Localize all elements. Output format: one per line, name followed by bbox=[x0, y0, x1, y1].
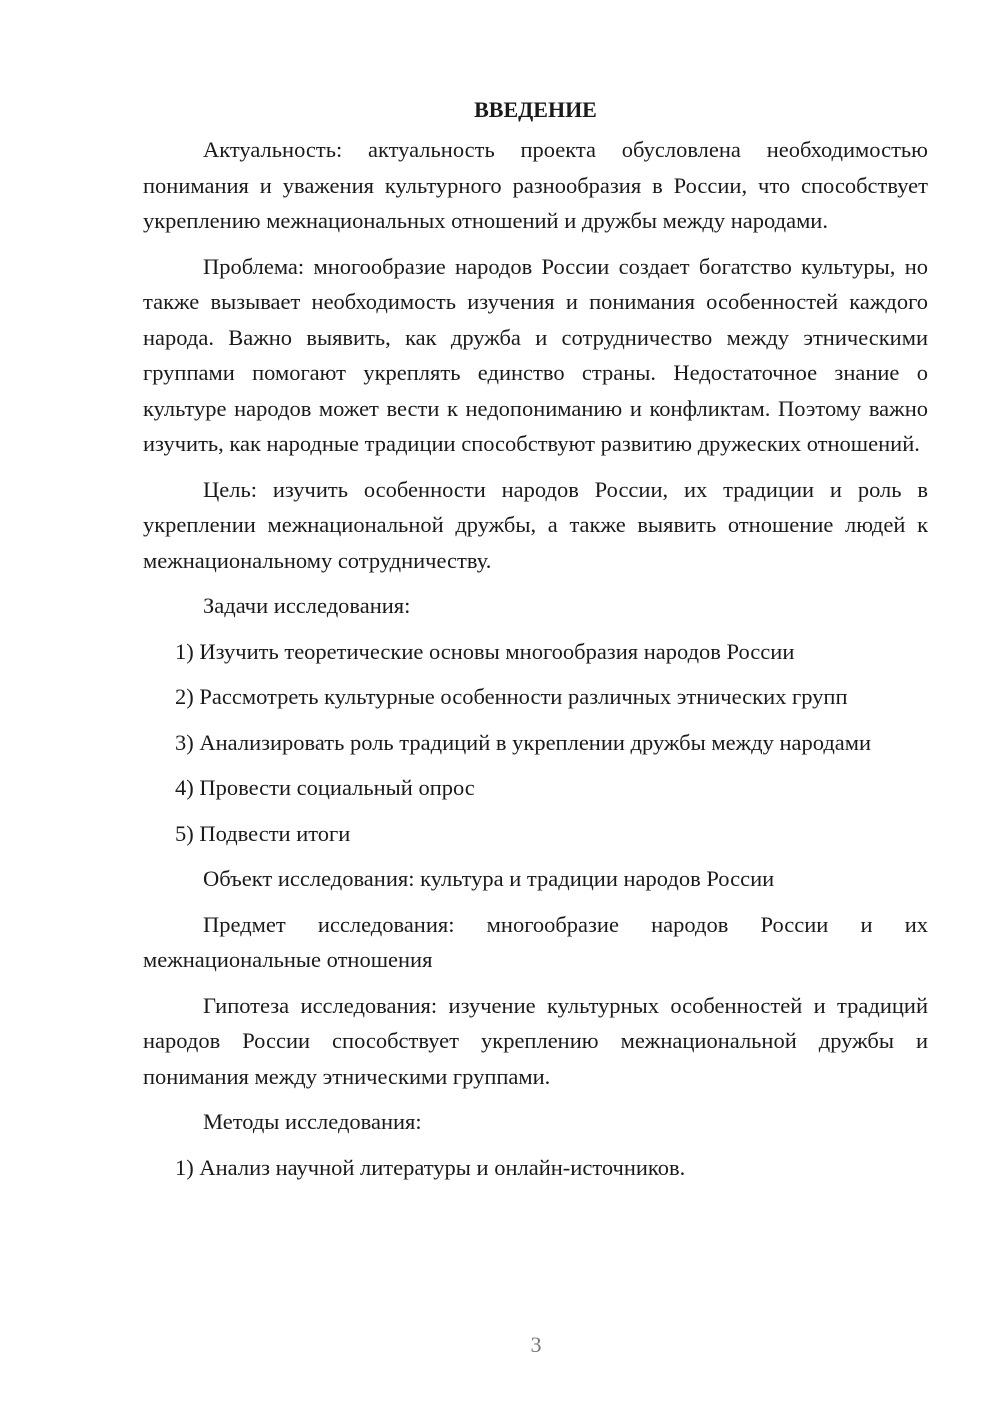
page-number: 3 bbox=[530, 1332, 542, 1357]
task-item-1: 1) Изучить теоретические основы многообразия народов России bbox=[175, 638, 795, 664]
tasks-title: Задачи исследования: bbox=[203, 593, 411, 618]
goal-paragraph: Цель: изучить особенности народов России, их традиции и роль в укреплении межнациональной дружбы, а также выявить отношение людей к межнациональному сотрудничеству. bbox=[143, 476, 928, 573]
subject-paragraph: Предмет исследования: многообразие народов России и их межнациональные отношения bbox=[143, 911, 928, 972]
method-item-1: 1) Анализ научной литературы и онлайн-источников. bbox=[175, 1154, 686, 1180]
problem-paragraph: Проблема: многообразие народов России создает богатство культуры, но также вызывает необходимость изучения и понимания особенностей каждого народа. Важно выявить, как дружба и сотрудничество между этническими группами помогают укреплять единство страны. Недостаточное знание о культуре народов может вести к недопониманию и конфликтам. Поэтому важно изучить, как народные традиции способствуют развитию дружеских отношений. bbox=[143, 253, 928, 456]
object-paragraph: Объект исследования: культура и традиции народов России bbox=[203, 866, 775, 891]
task-item-2: 2) Рассмотреть культурные особенности различных этнических групп bbox=[175, 684, 848, 709]
relevance-paragraph: Актуальность: актуальность проекта обусловлена необходимостью понимания и уважения культурного разнообразия в России, что способствует укреплению межнациональных отношений и дружбы между народами. bbox=[143, 137, 928, 233]
hypothesis-paragraph: Гипотеза исследования: изучение культурных особенностей и традиций народов России способствует укреплению межнациональной дружбы и понимания между этническими группами. bbox=[143, 992, 928, 1089]
task-item-3: 3) Анализировать роль традиций в укреплении дружбы между народами bbox=[175, 729, 872, 755]
task-item-5: 5) Подвести итоги bbox=[175, 820, 351, 846]
document-page bbox=[143, 92, 928, 1195]
section-heading: ВВЕДЕНИЕ bbox=[474, 97, 597, 122]
task-item-4: 4) Провести социальный опрос bbox=[175, 775, 475, 800]
methods-title: Методы исследования: bbox=[203, 1109, 422, 1134]
